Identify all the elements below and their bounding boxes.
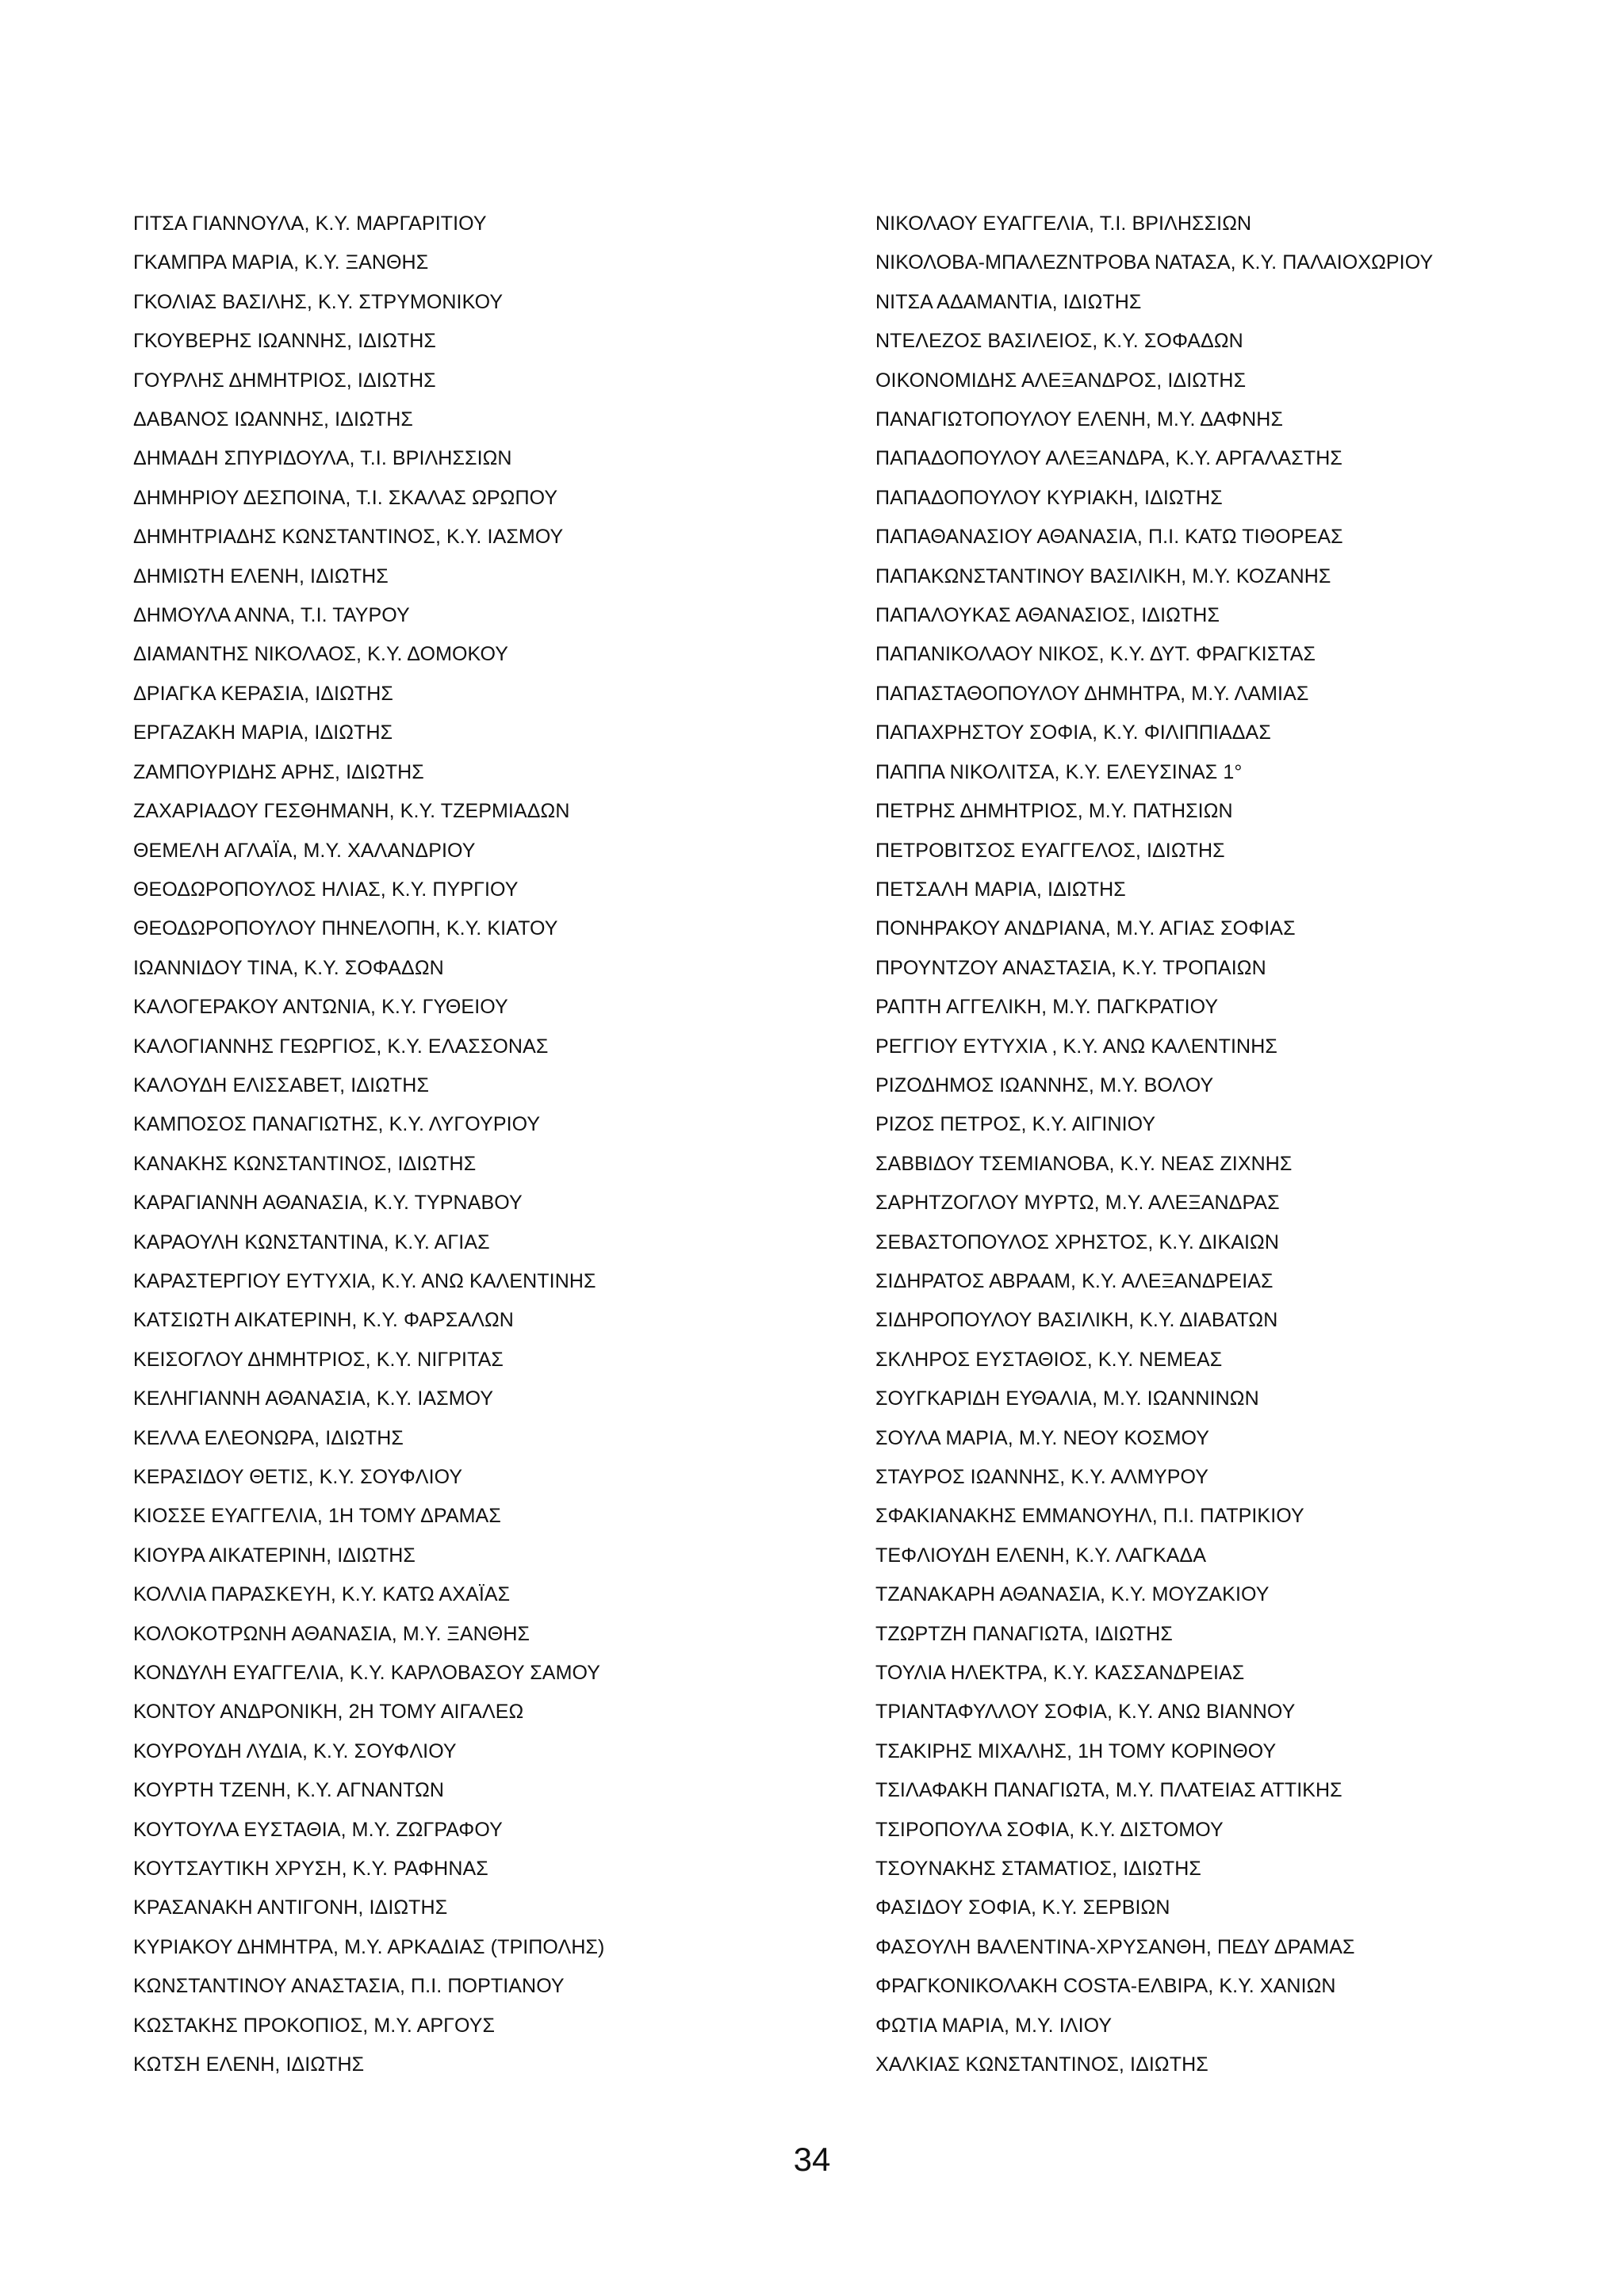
list-item: ΚΡΑΣΑΝΑΚΗ ΑΝΤΙΓΟΝΗ, ΙΔΙΩΤΗΣ bbox=[133, 1896, 448, 1919]
page-number: 34 bbox=[793, 2141, 831, 2178]
list-item: ΘΕΜΕΛΗ ΑΓΛΑΪΑ, Μ.Υ. ΧΑΛΑΝΔΡΙΟΥ bbox=[133, 839, 476, 862]
list-item: ΤΣΟΥΝΑΚΗΣ ΣΤΑΜΑΤΙΟΣ, ΙΔΙΩΤΗΣ bbox=[875, 1858, 1201, 1881]
list-item: ΚΙΟΥΡΑ ΑΙΚΑΤΕΡΙΝΗ, ΙΔΙΩΤΗΣ bbox=[133, 1544, 416, 1567]
list-item: ΟΙΚΟΝΟΜΙΔΗΣ ΑΛΕΞΑΝΔΡΟΣ, ΙΔΙΩΤΗΣ bbox=[875, 369, 1247, 392]
list-item: ΤΖΩΡΤΖΗ ΠΑΝΑΓΙΩΤΑ, ΙΔΙΩΤΗΣ bbox=[875, 1622, 1173, 1645]
list-item: ΤΖΑΝΑΚΑΡΗ ΑΘΑΝΑΣΙΑ, Κ.Υ. ΜΟΥΖΑΚΙΟΥ bbox=[875, 1583, 1270, 1606]
list-item: ΣΑΒΒΙΔΟΥ ΤΣΕΜΙΑΝΟΒΑ, Κ.Υ. ΝΕΑΣ ΖΙΧΝΗΣ bbox=[875, 1152, 1293, 1175]
list-item: ΡΕΓΓΙΟΥ ΕΥΤΥΧΙΑ , Κ.Υ. ΑΝΩ ΚΑΛΕΝΤΙΝΗΣ bbox=[875, 1035, 1277, 1058]
list-item: ΣΤΑΥΡΟΣ ΙΩΑΝΝΗΣ, Κ.Υ. ΑΛΜΥΡΟΥ bbox=[875, 1466, 1209, 1488]
list-item: ΡΙΖΟΔΗΜΟΣ ΙΩΑΝΝΗΣ, Μ.Υ. ΒΟΛΟΥ bbox=[875, 1073, 1214, 1096]
list-item: ΔΡΙΑΓΚΑ ΚΕΡΑΣΙΑ, ΙΔΙΩΤΗΣ bbox=[133, 682, 393, 705]
list-item: ΚΑΛΟΓΙΑΝΝΗΣ ΓΕΩΡΓΙΟΣ, Κ.Υ. ΕΛΑΣΣΟΝΑΣ bbox=[133, 1035, 549, 1058]
list-item: ΙΩΑΝΝΙΔΟΥ ΤΙΝΑ, Κ.Υ. ΣΟΦΑΔΩΝ bbox=[133, 956, 444, 979]
list-item: ΤΣΑΚΙΡΗΣ ΜΙΧΑΛΗΣ, 1Η ΤΟΜΥ ΚΟΡΙΝΘΟΥ bbox=[875, 1739, 1277, 1762]
list-item: ΠΑΠΑΚΩΝΣΤΑΝΤΙΝΟΥ ΒΑΣΙΛΙΚΗ, Μ.Υ. ΚΟΖΑΝΗΣ bbox=[875, 564, 1331, 587]
list-item: ΤΡΙΑΝΤΑΦΥΛΛΟΥ ΣΟΦΙΑ, Κ.Υ. ΑΝΩ ΒΙΑΝΝΟΥ bbox=[875, 1701, 1296, 1724]
list-item: ΚΕΡΑΣΙΔΟΥ ΘΕΤΙΣ, Κ.Υ. ΣΟΥΦΛΙΟΥ bbox=[133, 1466, 463, 1488]
list-item: ΦΩΤΙΑ ΜΑΡΙΑ, Μ.Υ. ΙΛΙΟΥ bbox=[875, 2014, 1113, 2037]
list-item: ΚΩΝΣΤΑΝΤΙΝΟΥ ΑΝΑΣΤΑΣΙΑ, Π.Ι. ΠΟΡΤΙΑΝΟΥ bbox=[133, 1975, 565, 1998]
list-item: ΣΟΥΛΑ ΜΑΡΙΑ, Μ.Υ. ΝΕΟΥ ΚΟΣΜΟΥ bbox=[875, 1426, 1210, 1449]
list-item: ΔΗΜΗΡΙΟΥ ΔΕΣΠΟΙΝΑ, Τ.Ι. ΣΚΑΛΑΣ ΩΡΩΠΟΥ bbox=[133, 486, 558, 509]
list-item: ΠΡΟΥΝΤΖΟΥ ΑΝΑΣΤΑΣΙΑ, Κ.Υ. ΤΡΟΠΑΙΩΝ bbox=[875, 956, 1266, 979]
list-item: ΦΑΣΟΥΛΗ ΒΑΛΕΝΤΙΝΑ-ΧΡΥΣΑΝΘΗ, ΠΕΔΥ ΔΡΑΜΑΣ bbox=[875, 1935, 1355, 1958]
list-item: ΓΚΟΥΒΕΡΗΣ ΙΩΑΝΝΗΣ, ΙΔΙΩΤΗΣ bbox=[133, 330, 436, 353]
list-item: ΖΑΧΑΡΙΑΔΟΥ ΓΕΣΘΗΜΑΝΗ, Κ.Υ. ΤΖΕΡΜΙΑΔΩΝ bbox=[133, 800, 570, 823]
list-item: ΚΟΛΛΙΑ ΠΑΡΑΣΚΕΥΗ, Κ.Υ. ΚΑΤΩ ΑΧΑΪΑΣ bbox=[133, 1583, 511, 1606]
list-item: ΚΟΥΡΤΗ ΤΖΕΝΗ, Κ.Υ. ΑΓΝΑΝΤΩΝ bbox=[133, 1779, 445, 1802]
list-item: ΚΑΤΣΙΩΤΗ ΑΙΚΑΤΕΡΙΝΗ, Κ.Υ. ΦΑΡΣΑΛΩΝ bbox=[133, 1309, 514, 1332]
list-item: ΔΗΜΟΥΛΑ ΑΝΝΑ, Τ.Ι. ΤΑΥΡΟΥ bbox=[133, 604, 410, 627]
list-item: ΧΑΛΚΙΑΣ ΚΩΝΣΤΑΝΤΙΝΟΣ, ΙΔΙΩΤΗΣ bbox=[875, 2053, 1208, 2076]
list-item: ΘΕΟΔΩΡΟΠΟΥΛΟΥ ΠΗΝΕΛΟΠΗ, Κ.Υ. ΚΙΑΤΟΥ bbox=[133, 917, 558, 940]
list-item: ΦΡΑΓΚΟΝΙΚΟΛΑΚΗ COSTA-ΕΛΒΙΡΑ, Κ.Υ. ΧΑΝΙΩΝ bbox=[875, 1975, 1336, 1998]
names-list-left bbox=[133, 205, 847, 2085]
list-item: ΝΙΚΟΛΟΒΑ-ΜΠΑΛΕΖΝΤΡΟΒΑ ΝΑΤΑΣΑ, Κ.Υ. ΠΑΛΑΙΟΧΩΡΙΟΥ bbox=[875, 251, 1434, 274]
list-item: ΠΑΠΠΑ ΝΙΚΟΛΙΤΣΑ, Κ.Υ. ΕΛΕΥΣΙΝΑΣ 1° bbox=[875, 760, 1243, 783]
list-item: ΠΑΠΑΧΡΗΣΤΟΥ ΣΟΦΙΑ, Κ.Υ. ΦΙΛΙΠΠΙΑΔΑΣ bbox=[875, 721, 1271, 744]
list-item: ΦΑΣΙΔΟΥ ΣΟΦΙΑ, Κ.Υ. ΣΕΡΒΙΩΝ bbox=[875, 1896, 1170, 1919]
list-item: ΚΕΛΛΑ ΕΛΕΟΝΩΡΑ, ΙΔΙΩΤΗΣ bbox=[133, 1426, 404, 1449]
list-item: ΡΙΖΟΣ ΠΕΤΡΟΣ, Κ.Υ. ΑΙΓΙΝΙΟΥ bbox=[875, 1113, 1156, 1136]
list-item: ΝΙΤΣΑ ΑΔΑΜΑΝΤΙΑ, ΙΔΙΩΤΗΣ bbox=[875, 290, 1142, 313]
list-item: ΔΑΒΑΝΟΣ ΙΩΑΝΝΗΣ, ΙΔΙΩΤΗΣ bbox=[133, 408, 413, 431]
list-item: ΠΕΤΣΑΛΗ ΜΑΡΙΑ, ΙΔΙΩΤΗΣ bbox=[875, 878, 1126, 901]
list-item: ΚΥΡΙΑΚΟΥ ΔΗΜΗΤΡΑ, Μ.Υ. ΑΡΚΑΔΙΑΣ (ΤΡΙΠΟΛΗΣ) bbox=[133, 1935, 605, 1958]
list-item: ΤΣΙΡΟΠΟΥΛΑ ΣΟΦΙΑ, Κ.Υ. ΔΙΣΤΟΜΟΥ bbox=[875, 1818, 1224, 1841]
list-item: ΚΑΛΟΥΔΗ ΕΛΙΣΣΑΒΕΤ, ΙΔΙΩΤΗΣ bbox=[133, 1073, 430, 1096]
list-item: ΔΗΜΑΔΗ ΣΠΥΡΙΔΟΥΛΑ, Τ.Ι. ΒΡΙΛΗΣΣΙΩΝ bbox=[133, 447, 512, 470]
list-item: ΣΕΒΑΣΤΟΠΟΥΛΟΣ ΧΡΗΣΤΟΣ, Κ.Υ. ΔΙΚΑΙΩΝ bbox=[875, 1230, 1279, 1253]
list-item: ΡΑΠΤΗ ΑΓΓΕΛΙΚΗ, Μ.Υ. ΠΑΓΚΡΑΤΙΟΥ bbox=[875, 996, 1219, 1019]
list-item: ΠΑΠΑΝΙΚΟΛΑΟΥ ΝΙΚΟΣ, Κ.Υ. ΔΥΤ. ΦΡΑΓΚΙΣΤΑΣ bbox=[875, 643, 1316, 666]
list-item: ΠΑΠΑΔΟΠΟΥΛΟΥ ΚΥΡΙΑΚΗ, ΙΔΙΩΤΗΣ bbox=[875, 486, 1223, 509]
list-item: ΘΕΟΔΩΡΟΠΟΥΛΟΣ ΗΛΙΑΣ, Κ.Υ. ΠΥΡΓΙΟΥ bbox=[133, 878, 519, 901]
list-item: ΓΚΑΜΠΡΑ ΜΑΡΙΑ, Κ.Υ. ΞΑΝΘΗΣ bbox=[133, 251, 429, 274]
list-item: ΚΕΙΣΟΓΛΟΥ ΔΗΜΗΤΡΙΟΣ, Κ.Υ. ΝΙΓΡΙΤΑΣ bbox=[133, 1348, 504, 1371]
list-item: ΚΑΡΑΟΥΛΗ ΚΩΝΣΤΑΝΤΙΝΑ, Κ.Υ. ΑΓΙΑΣ bbox=[133, 1230, 490, 1253]
list-item: ΓΚΟΛΙΑΣ ΒΑΣΙΛΗΣ, Κ.Υ. ΣΤΡΥΜΟΝΙΚΟΥ bbox=[133, 290, 504, 313]
names-list-right bbox=[875, 205, 1589, 2085]
list-item: ΔΗΜΙΩΤΗ ΕΛΕΝΗ, ΙΔΙΩΤΗΣ bbox=[133, 564, 389, 587]
list-item: ΚΩΤΣΗ ΕΛΕΝΗ, ΙΔΙΩΤΗΣ bbox=[133, 2053, 365, 2076]
list-item: ΔΙΑΜΑΝΤΗΣ ΝΙΚΟΛΑΟΣ, Κ.Υ. ΔΟΜΟΚΟΥ bbox=[133, 643, 509, 666]
list-item: ΚΟΛΟΚΟΤΡΩΝΗ ΑΘΑΝΑΣΙΑ, Μ.Υ. ΞΑΝΘΗΣ bbox=[133, 1622, 530, 1645]
list-item: ΚΙΟΣΣΕ ΕΥΑΓΓΕΛΙΑ, 1Η ΤΟΜΥ ΔΡΑΜΑΣ bbox=[133, 1505, 501, 1528]
list-item: ΚΑΡΑΓΙΑΝΝΗ ΑΘΑΝΑΣΙΑ, Κ.Υ. ΤΥΡΝΑΒΟΥ bbox=[133, 1192, 523, 1215]
list-item: ΚΟΥΡΟΥΔΗ ΛΥΔΙΑ, Κ.Υ. ΣΟΥΦΛΙΟΥ bbox=[133, 1739, 457, 1762]
list-item: ΚΩΣΤΑΚΗΣ ΠΡΟΚΟΠΙΟΣ, Μ.Υ. ΑΡΓΟΥΣ bbox=[133, 2014, 496, 2037]
list-item: ΚΑΜΠΟΣΟΣ ΠΑΝΑΓΙΩΤΗΣ, Κ.Υ. ΛΥΓΟΥΡΙΟΥ bbox=[133, 1113, 541, 1136]
list-item: ΖΑΜΠΟΥΡΙΔΗΣ ΑΡΗΣ, ΙΔΙΩΤΗΣ bbox=[133, 760, 424, 783]
list-item: ΠΕΤΡΟΒΙΤΣΟΣ ΕΥΑΓΓΕΛΟΣ, ΙΔΙΩΤΗΣ bbox=[875, 839, 1225, 862]
list-item: ΠΑΠΑΔΟΠΟΥΛΟΥ ΑΛΕΞΑΝΔΡΑ, Κ.Υ. ΑΡΓΑΛΑΣΤΗΣ bbox=[875, 447, 1342, 470]
list-item: ΠΕΤΡΗΣ ΔΗΜΗΤΡΙΟΣ, Μ.Υ. ΠΑΤΗΣΙΩΝ bbox=[875, 800, 1233, 823]
list-item: ΠΑΠΑΘΑΝΑΣΙΟΥ ΑΘΑΝΑΣΙΑ, Π.Ι. ΚΑΤΩ ΤΙΘΟΡΕΑΣ bbox=[875, 526, 1343, 549]
list-item: ΝΤΕΛΕΖΟΣ ΒΑΣΙΛΕΙΟΣ, Κ.Υ. ΣΟΦΑΔΩΝ bbox=[875, 330, 1243, 353]
list-item: ΚΟΥΤΟΥΛΑ ΕΥΣΤΑΘΙΑ, Μ.Υ. ΖΩΓΡΑΦΟΥ bbox=[133, 1818, 503, 1841]
list-item: ΠΑΠΑΛΟΥΚΑΣ ΑΘΑΝΑΣΙΟΣ, ΙΔΙΩΤΗΣ bbox=[875, 604, 1220, 627]
list-item: ΚΟΥΤΣΑΥΤΙΚΗ ΧΡΥΣΗ, Κ.Υ. ΡΑΦΗΝΑΣ bbox=[133, 1858, 488, 1881]
list-item: ΤΟΥΛΙΑ ΗΛΕΚΤΡΑ, Κ.Υ. ΚΑΣΣΑΝΔΡΕΙΑΣ bbox=[875, 1662, 1245, 1685]
list-item: ΝΙΚΟΛΑΟΥ ΕΥΑΓΓΕΛΙΑ, Τ.Ι. ΒΡΙΛΗΣΣΙΩΝ bbox=[875, 212, 1252, 235]
list-item: ΣΙΔΗΡΑΤΟΣ ΑΒΡΑΑΜ, Κ.Υ. ΑΛΕΞΑΝΔΡΕΙΑΣ bbox=[875, 1269, 1274, 1292]
list-item: ΤΕΦΛΙΟΥΔΗ ΕΛΕΝΗ, Κ.Υ. ΛΑΓΚΑΔΑ bbox=[875, 1544, 1207, 1567]
list-item: ΚΟΝΔΥΛΗ ΕΥΑΓΓΕΛΙΑ, Κ.Υ. ΚΑΡΛΟΒΑΣΟΥ ΣΑΜΟΥ bbox=[133, 1662, 601, 1685]
list-item: ΚΟΝΤΟΥ ΑΝΔΡΟΝΙΚΗ, 2Η ΤΟΜΥ ΑΙΓΑΛΕΩ bbox=[133, 1701, 524, 1724]
list-item: ΠΟΝΗΡΑΚΟΥ ΑΝΔΡΙΑΝΑ, Μ.Υ. ΑΓΙΑΣ ΣΟΦΙΑΣ bbox=[875, 917, 1296, 940]
list-item: ΤΣΙΛΑΦΑΚΗ ΠΑΝΑΓΙΩΤΑ, Μ.Υ. ΠΛΑΤΕΙΑΣ ΑΤΤΙΚΗΣ bbox=[875, 1779, 1342, 1802]
list-item: ΚΑΛΟΓΕΡΑΚΟΥ ΑΝΤΩΝΙΑ, Κ.Υ. ΓΥΘΕΙΟΥ bbox=[133, 996, 508, 1019]
list-item: ΚΕΛΗΓΙΑΝΝΗ ΑΘΑΝΑΣΙΑ, Κ.Υ. ΙΑΣΜΟΥ bbox=[133, 1387, 494, 1410]
list-item: ΣΚΛΗΡΟΣ ΕΥΣΤΑΘΙΟΣ, Κ.Υ. ΝΕΜΕΑΣ bbox=[875, 1348, 1223, 1371]
list-item: ΕΡΓΑΖΑΚΗ ΜΑΡΙΑ, ΙΔΙΩΤΗΣ bbox=[133, 721, 393, 744]
list-item: ΣΦΑΚΙΑΝΑΚΗΣ ΕΜΜΑΝΟΥΗΛ, Π.Ι. ΠΑΤΡΙΚΙΟΥ bbox=[875, 1505, 1304, 1528]
list-item: ΣΙΔΗΡΟΠΟΥΛΟΥ ΒΑΣΙΛΙΚΗ, Κ.Υ. ΔΙΑΒΑΤΩΝ bbox=[875, 1309, 1278, 1332]
list-item: ΠΑΝΑΓΙΩΤΟΠΟΥΛΟΥ ΕΛΕΝΗ, Μ.Υ. ΔΑΦΝΗΣ bbox=[875, 408, 1283, 431]
list-item: ΣΑΡΗΤΖΟΓΛΟΥ ΜΥΡΤΩ, Μ.Υ. ΑΛΕΞΑΝΔΡΑΣ bbox=[875, 1192, 1280, 1215]
list-item: ΠΑΠΑΣΤΑΘΟΠΟΥΛΟΥ ΔΗΜΗΤΡΑ, Μ.Υ. ΛΑΜΙΑΣ bbox=[875, 682, 1309, 705]
list-item: ΓΟΥΡΛΗΣ ΔΗΜΗΤΡΙΟΣ, ΙΔΙΩΤΗΣ bbox=[133, 369, 436, 392]
list-item: ΔΗΜΗΤΡΙΑΔΗΣ ΚΩΝΣΤΑΝΤΙΝΟΣ, Κ.Υ. ΙΑΣΜΟΥ bbox=[133, 526, 564, 549]
list-item: ΚΑΝΑΚΗΣ ΚΩΝΣΤΑΝΤΙΝΟΣ, ΙΔΙΩΤΗΣ bbox=[133, 1152, 477, 1175]
list-item: ΣΟΥΓΚΑΡΙΔΗ ΕΥΘΑΛΙΑ, Μ.Υ. ΙΩΑΝΝΙΝΩΝ bbox=[875, 1387, 1259, 1410]
list-item: ΓΙΤΣΑ ΓΙΑΝΝΟΥΛΑ, Κ.Υ. ΜΑΡΓΑΡΙΤΙΟΥ bbox=[133, 212, 487, 235]
list-item: ΚΑΡΑΣΤΕΡΓΙΟΥ ΕΥΤΥΧΙΑ, Κ.Υ. ΑΝΩ ΚΑΛΕΝΤΙΝΗΣ bbox=[133, 1269, 596, 1292]
